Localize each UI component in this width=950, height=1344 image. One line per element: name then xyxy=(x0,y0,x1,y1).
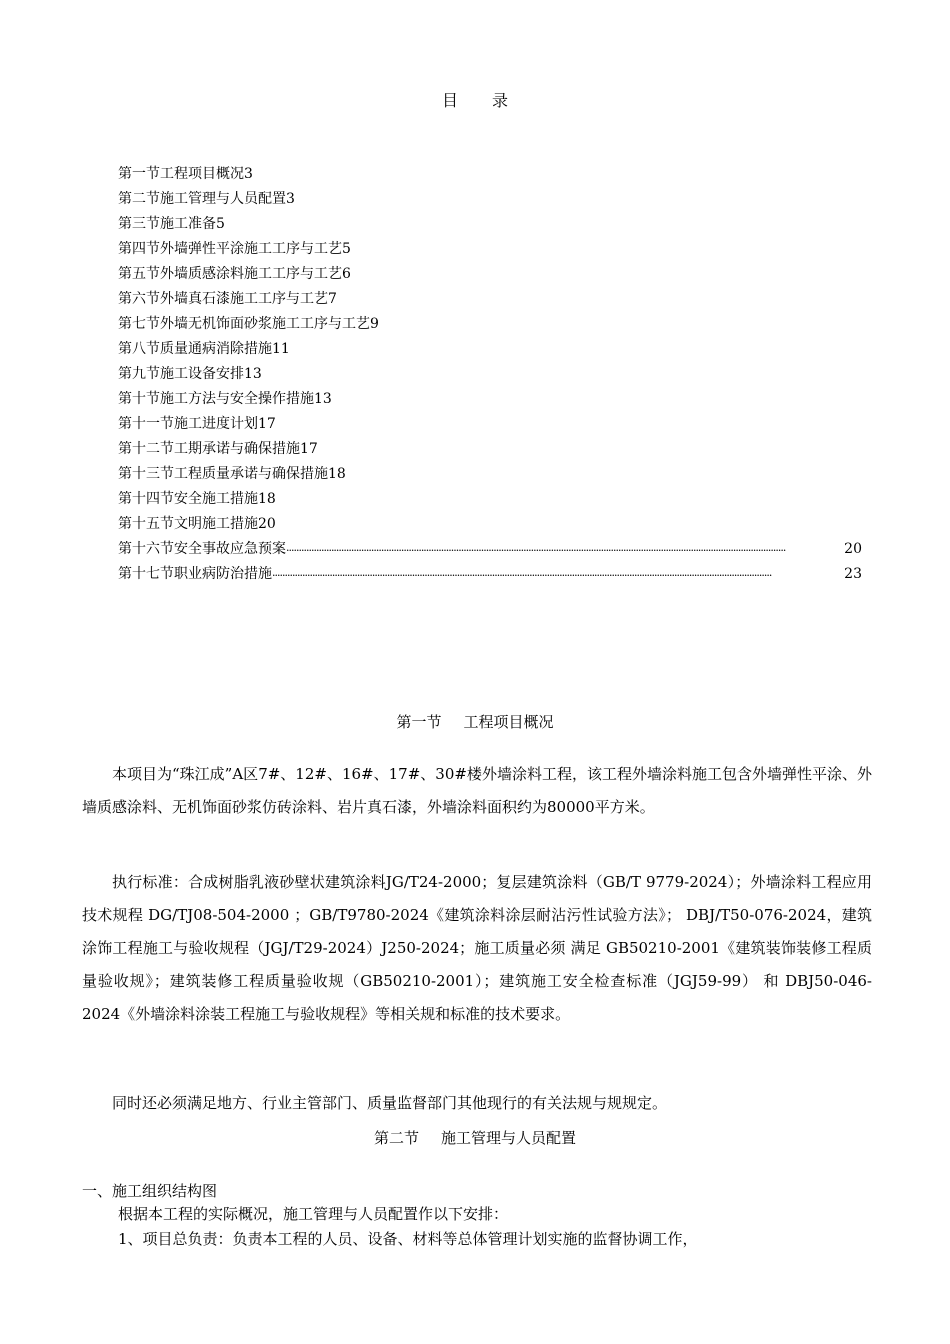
toc-item-label: 第十四节安全施工措施 xyxy=(118,491,258,507)
toc-item xyxy=(118,387,862,412)
section1-paragraph-3: 同时还必须满足地方、行业主管部门、质量监督部门其他现行的有关法规与规规定。 xyxy=(112,1094,668,1112)
toc-item xyxy=(118,562,862,587)
section2-subheading: 一、施工组织结构图 xyxy=(82,1182,218,1200)
toc-item-label: 第十五节文明施工措施 xyxy=(118,516,258,532)
toc-item-label: 第十一节施工进度计划 xyxy=(118,416,258,432)
toc-item-label: 第六节外墙真石漆施工工序与工艺 xyxy=(118,291,328,307)
toc-item xyxy=(118,287,862,312)
toc-item-label: 第三节施工准备 xyxy=(118,216,216,232)
toc-item xyxy=(118,337,862,362)
toc-item xyxy=(118,537,862,562)
toc-item xyxy=(118,237,862,262)
toc-item-page: 20 xyxy=(844,541,862,557)
toc-item xyxy=(118,437,862,462)
toc-item xyxy=(118,312,862,337)
toc-item-label: 第八节质量通病消除措施 xyxy=(118,341,272,357)
toc-item-page: 17 xyxy=(258,416,276,432)
section2-heading xyxy=(0,1127,950,1148)
toc-item-label: 第十七节职业病防治措施 xyxy=(118,566,272,582)
section1-paragraph-2: 执行标准：合成树脂乳液砂壁状建筑涂料JG/T24-2000；复层建筑涂料（GB/T 9779-2024）；外墙涂料工程应用技术规程 DG/TJ08-504-2000 ；GB/T9780-2024《建筑涂料涂层耐沾污性试验方法》； DBJ/T50-076-2024，建筑涂饰工程施工与验收规程（JGJ/T29-2024）J250-2024；施工质量必须 满足 GB50210-2001《建筑装饰装修工程质量验收规》；建筑装修工程质量验收规（GB50210-2001）；建筑施工安全检查标准（JGJ59-99） 和 DBJ50-046-2024《外墙涂料涂装工程施工与验收规程》等相关规和标准的技术要求。 xyxy=(82,873,872,1023)
toc-item-label: 第四节外墙弹性平涂施工工序与工艺 xyxy=(118,241,342,257)
toc-item-page: 5 xyxy=(216,216,225,232)
toc-title: 目录 xyxy=(441,91,542,110)
section1-title: 工程项目概况 xyxy=(463,713,554,731)
section1-paragraph-1: 本项目为“珠江成”A区7#、12#、16#、17#、30#楼外墙涂料工程，该工程外墙涂料施工包含外墙弹性平涂、外墙质感涂料、无机饰面砂浆仿砖涂料、岩片真石漆，外墙涂料面积约为80000平方米。 xyxy=(82,765,872,816)
toc-leader-dots: ········································································································································································································ xyxy=(272,569,772,582)
section2-line-2: 1、项目总负责：负责本工程的人员、设备、材料等总体管理计划实施的监督协调工作， xyxy=(118,1230,698,1248)
toc-item-label: 第十二节工期承诺与确保措施 xyxy=(118,441,300,457)
table-of-contents xyxy=(118,162,862,587)
toc-item xyxy=(118,462,862,487)
toc-item-page: 20 xyxy=(258,516,276,532)
toc-item-page: 18 xyxy=(258,491,276,507)
toc-item xyxy=(118,262,862,287)
toc-item-page: 11 xyxy=(272,341,290,357)
toc-item-page: 3 xyxy=(286,191,295,207)
toc-item-label: 第十节施工方法与安全操作措施 xyxy=(118,391,314,407)
toc-item-page: 13 xyxy=(314,391,332,407)
toc-item-page: 23 xyxy=(844,566,862,582)
toc-item xyxy=(118,212,862,237)
toc-item-page: 3 xyxy=(244,166,253,182)
toc-leader-dots: ········································································································································································································ xyxy=(286,544,786,557)
toc-item xyxy=(118,362,862,387)
toc-item-page: 17 xyxy=(300,441,318,457)
section1-heading xyxy=(0,711,950,732)
toc-item-label: 第五节外墙质感涂料施工工序与工艺 xyxy=(118,266,342,282)
toc-item-label: 第二节施工管理与人员配置 xyxy=(118,191,286,207)
section2-number: 第二节 xyxy=(373,1129,419,1147)
toc-item-label: 第一节工程项目概况 xyxy=(118,166,244,182)
toc-item xyxy=(118,187,862,212)
toc-item xyxy=(118,412,862,437)
toc-item xyxy=(118,162,862,187)
toc-item-page: 6 xyxy=(342,266,351,282)
toc-item-label: 第七节外墙无机饰面砂浆施工工序与工艺 xyxy=(118,316,370,332)
section2-line-1: 根据本工程的实际概况，施工管理与人员配置作以下安排： xyxy=(118,1205,509,1223)
section2-title: 施工管理与人员配置 xyxy=(441,1129,577,1147)
toc-item-label: 第十六节安全事故应急预案 xyxy=(118,541,286,557)
toc-item-page: 9 xyxy=(370,316,379,332)
toc-item xyxy=(118,512,862,537)
toc-item-page: 7 xyxy=(328,291,337,307)
toc-item xyxy=(118,487,862,512)
toc-item-label: 第十三节工程质量承诺与确保措施 xyxy=(118,466,328,482)
toc-item-page: 13 xyxy=(244,366,262,382)
toc-item-page: 5 xyxy=(342,241,351,257)
toc-item-label: 第九节施工设备安排 xyxy=(118,366,244,382)
section1-number: 第一节 xyxy=(396,713,442,731)
toc-item-page: 18 xyxy=(328,466,346,482)
